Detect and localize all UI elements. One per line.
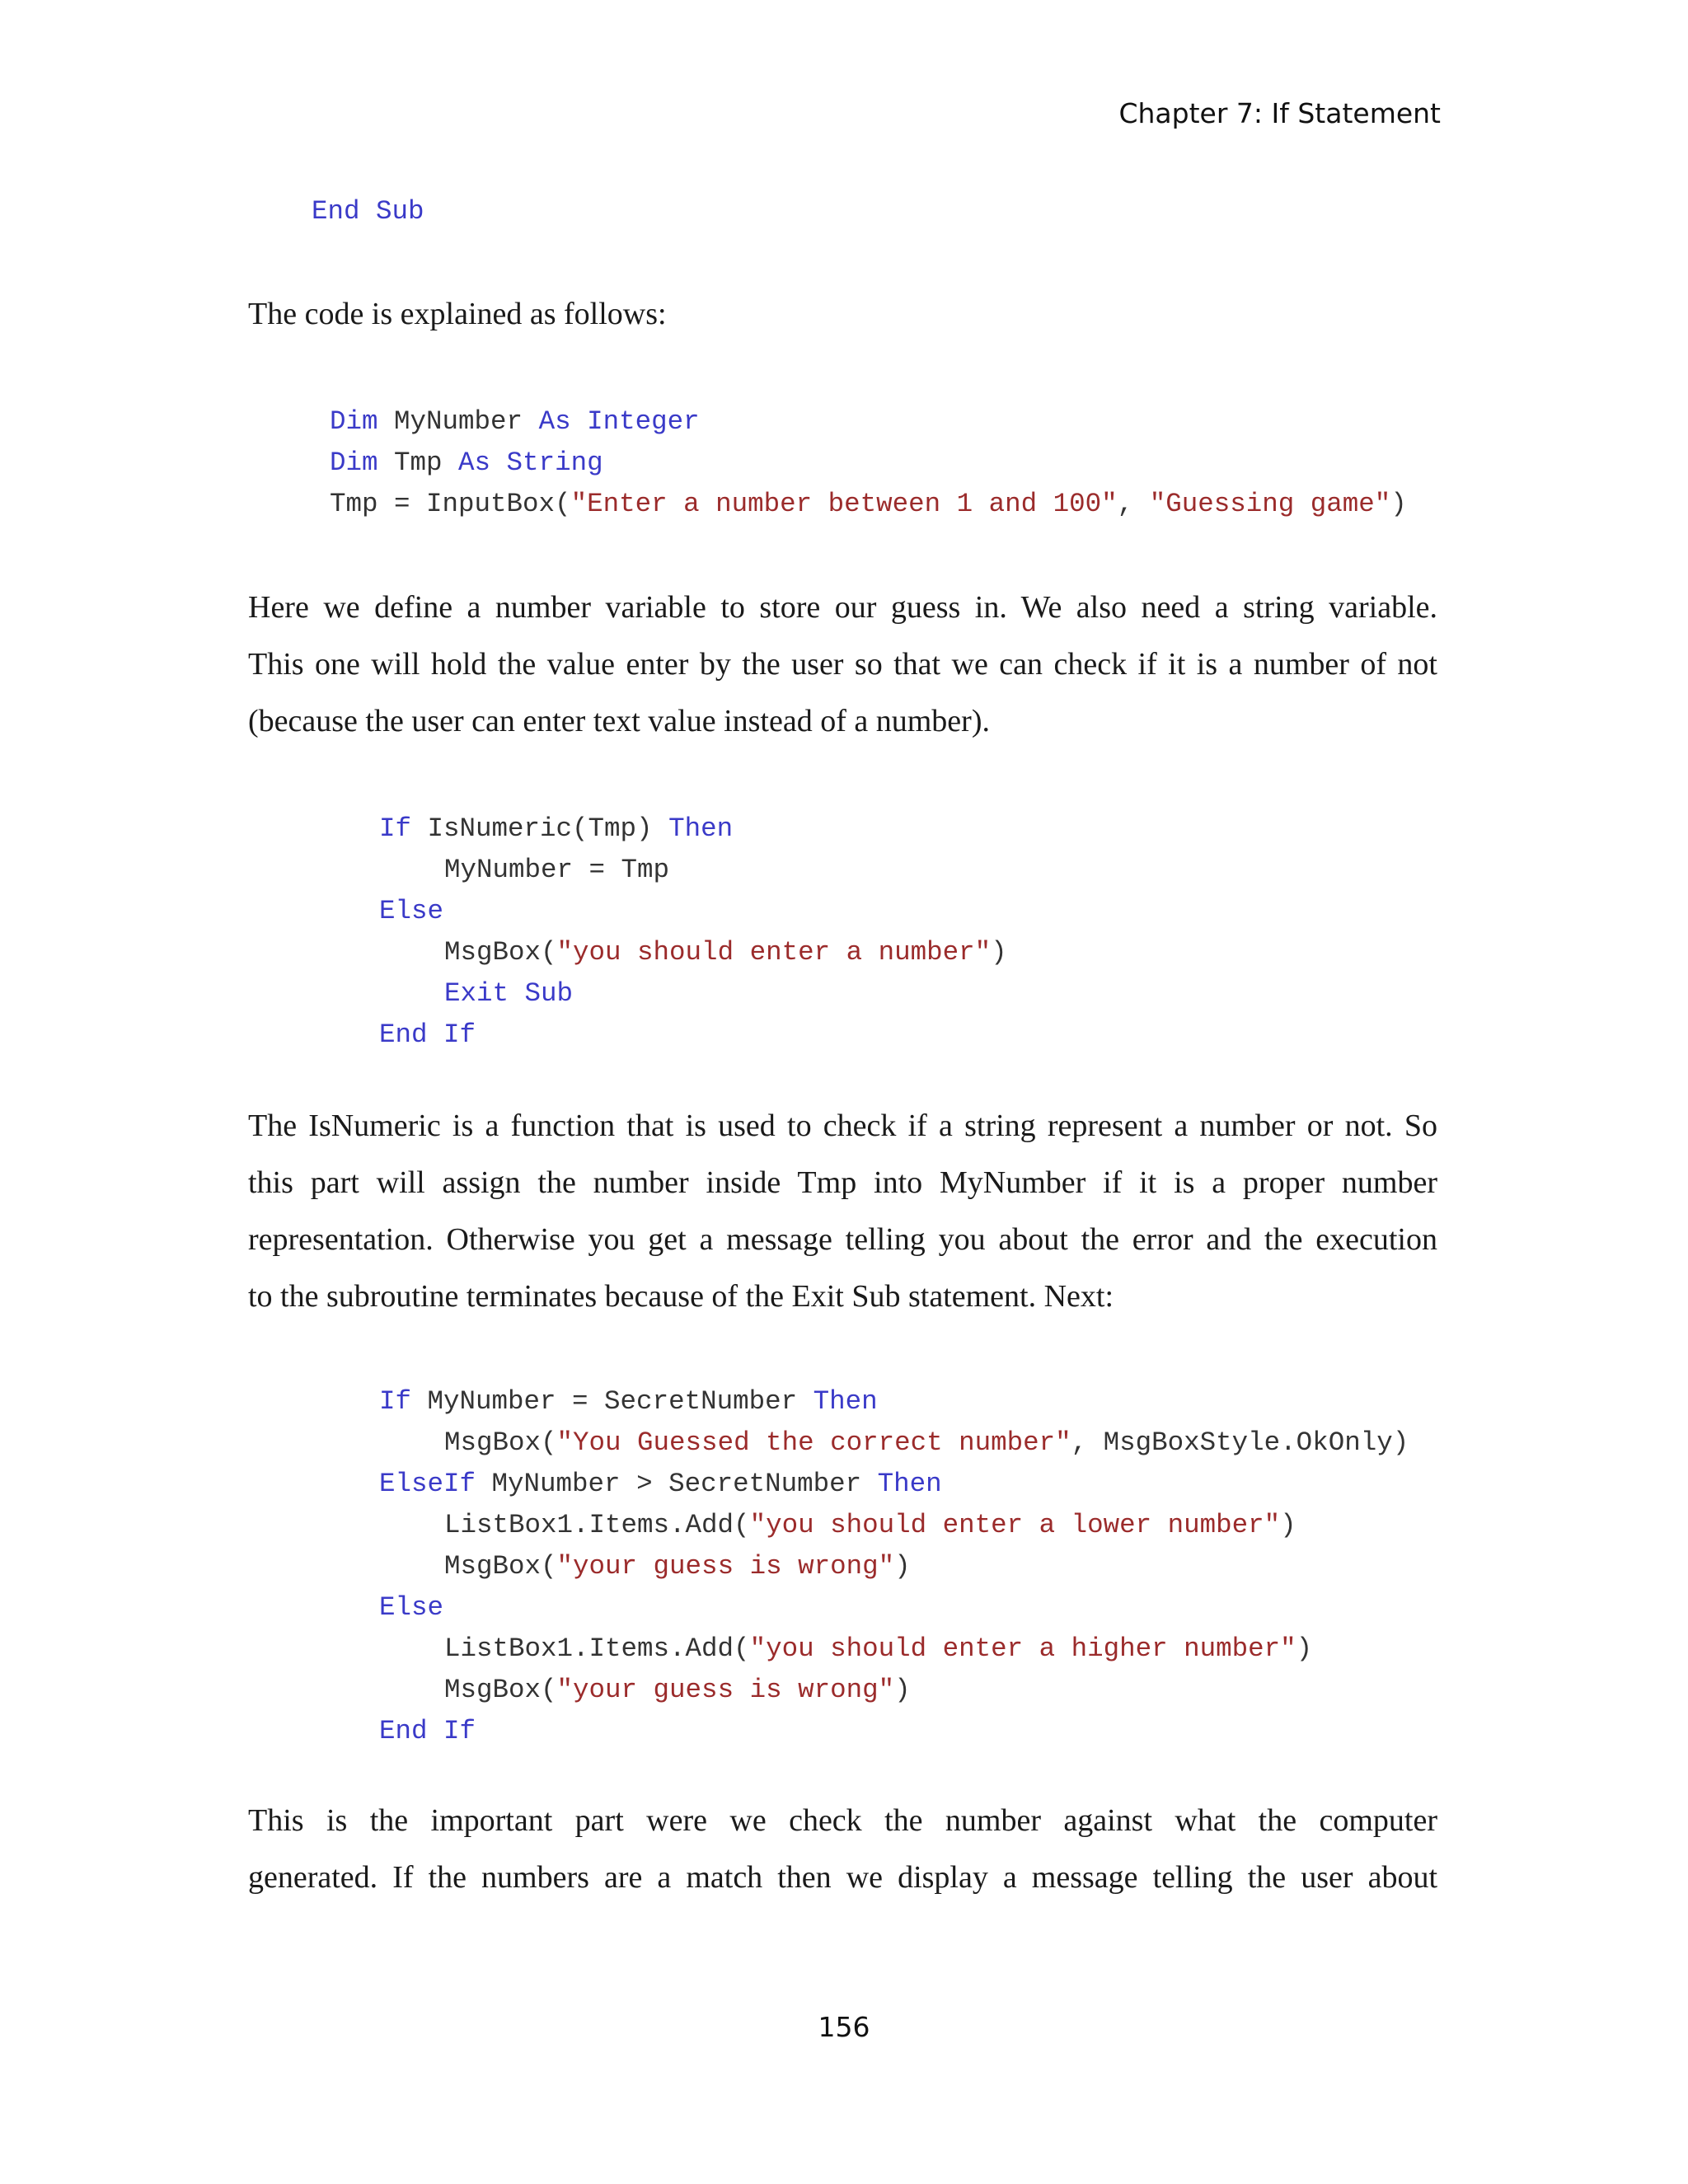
paragraph-important-part <box>248 1793 1437 1906</box>
code-text: MsgBox( <box>444 937 557 968</box>
code-text: MsgBox( <box>444 1427 557 1458</box>
code-line <box>379 1505 1409 1546</box>
code-block-isnumeric <box>379 808 1007 1056</box>
code-keyword: Then <box>877 1469 942 1499</box>
code-keyword: Else <box>379 1592 444 1623</box>
code-text: Tmp = InputBox( <box>330 489 571 519</box>
code-line <box>379 808 1007 850</box>
code-text: ) <box>1280 1510 1296 1540</box>
code-keyword: End If <box>379 1019 476 1050</box>
page-header: Chapter 7: If Statement <box>1118 97 1441 129</box>
code-text: , <box>1117 489 1150 519</box>
code-text: ) <box>894 1675 911 1705</box>
code-keyword: End If <box>379 1716 476 1746</box>
code-keyword: End Sub <box>312 196 424 227</box>
code-line <box>379 1381 1409 1422</box>
paragraph-isnumeric-explained <box>248 1098 1437 1325</box>
code-line <box>379 850 1007 891</box>
paragraph-variables <box>248 579 1437 750</box>
code-string: "you should enter a higher number" <box>749 1633 1296 1664</box>
code-string: "You Guessed the correct number" <box>556 1427 1071 1458</box>
code-line <box>379 1670 1409 1711</box>
code-keyword: Dim <box>330 406 378 437</box>
code-text: ListBox1.Items.Add( <box>444 1510 750 1540</box>
code-keyword: Then <box>813 1386 878 1417</box>
paragraph-line: representation. Otherwise you get a message telling you about the error and the execution <box>248 1222 1437 1257</box>
code-text: MyNumber = SecretNumber <box>411 1386 814 1417</box>
code-line <box>379 1464 1409 1505</box>
code-text: ) <box>1296 1633 1313 1664</box>
code-keyword: Else <box>379 896 444 926</box>
code-line <box>379 891 1007 932</box>
code-text: MyNumber = Tmp <box>444 855 670 885</box>
code-line <box>379 1587 1409 1629</box>
code-line <box>379 1422 1409 1464</box>
code-text: ListBox1.Items.Add( <box>444 1633 750 1664</box>
paragraph-intro: The code is explained as follows: <box>248 297 667 331</box>
paragraph-line: generated. If the numbers are a match then we display a message telling the user about <box>248 1860 1437 1895</box>
code-string: "Guessing game" <box>1149 489 1391 519</box>
code-string: "your guess is wrong" <box>556 1551 895 1582</box>
paragraph-line: This is the important part were we check the number against what the computer <box>248 1803 1437 1838</box>
code-line <box>379 1711 1409 1752</box>
code-line <box>379 1546 1409 1587</box>
code-string: "you should enter a number" <box>556 937 992 968</box>
code-text: , MsgBoxStyle.OkOnly) <box>1071 1427 1409 1458</box>
code-keyword: Dim <box>330 448 378 478</box>
code-string: "your guess is wrong" <box>556 1675 895 1705</box>
code-block-end-sub <box>312 191 424 232</box>
code-keyword: As String <box>458 448 603 478</box>
code-line <box>379 1629 1409 1670</box>
paragraph-line: to the subroutine terminates because of the Exit Sub statement. Next: <box>248 1279 1114 1314</box>
code-line <box>330 484 1407 525</box>
paragraph-line: The IsNumeric is a function that is used to check if a string represent a number or not. So <box>248 1108 1437 1143</box>
code-text: MsgBox( <box>444 1675 557 1705</box>
page-number: 156 <box>818 2011 870 2043</box>
code-text: MsgBox( <box>444 1551 557 1582</box>
code-keyword: Exit Sub <box>444 978 574 1009</box>
code-string: "you should enter a lower number" <box>749 1510 1281 1540</box>
code-block-declarations <box>330 401 1407 525</box>
code-keyword: Then <box>668 813 734 844</box>
code-line <box>330 443 1407 484</box>
code-keyword: If <box>379 1386 412 1417</box>
code-string: "Enter a number between 1 and 100" <box>570 489 1118 519</box>
code-text: ) <box>1390 489 1407 519</box>
code-text: ) <box>991 937 1007 968</box>
code-keyword: As Integer <box>538 406 700 437</box>
code-text: MyNumber <box>377 406 539 437</box>
code-line <box>379 1015 1007 1056</box>
paragraph-line: Here we define a number variable to store our guess in. We also need a string variable. <box>248 590 1437 625</box>
paragraph-line: this part will assign the number inside Tmp into MyNumber if it is a proper number <box>248 1165 1437 1200</box>
paragraph-line: (because the user can enter text value instead of a number). <box>248 704 990 738</box>
code-line <box>330 401 1407 443</box>
paragraph-line: This one will hold the value enter by the user so that we can check if it is a number of not <box>248 647 1437 682</box>
code-block-compare <box>379 1381 1409 1752</box>
code-line <box>312 191 424 232</box>
code-line <box>379 973 1007 1015</box>
code-text: IsNumeric(Tmp) <box>411 813 669 844</box>
code-line <box>379 932 1007 973</box>
code-text: MyNumber > SecretNumber <box>476 1469 878 1499</box>
code-keyword: If <box>379 813 412 844</box>
code-text: Tmp <box>377 448 459 478</box>
code-keyword: ElseIf <box>379 1469 476 1499</box>
code-text: ) <box>894 1551 911 1582</box>
